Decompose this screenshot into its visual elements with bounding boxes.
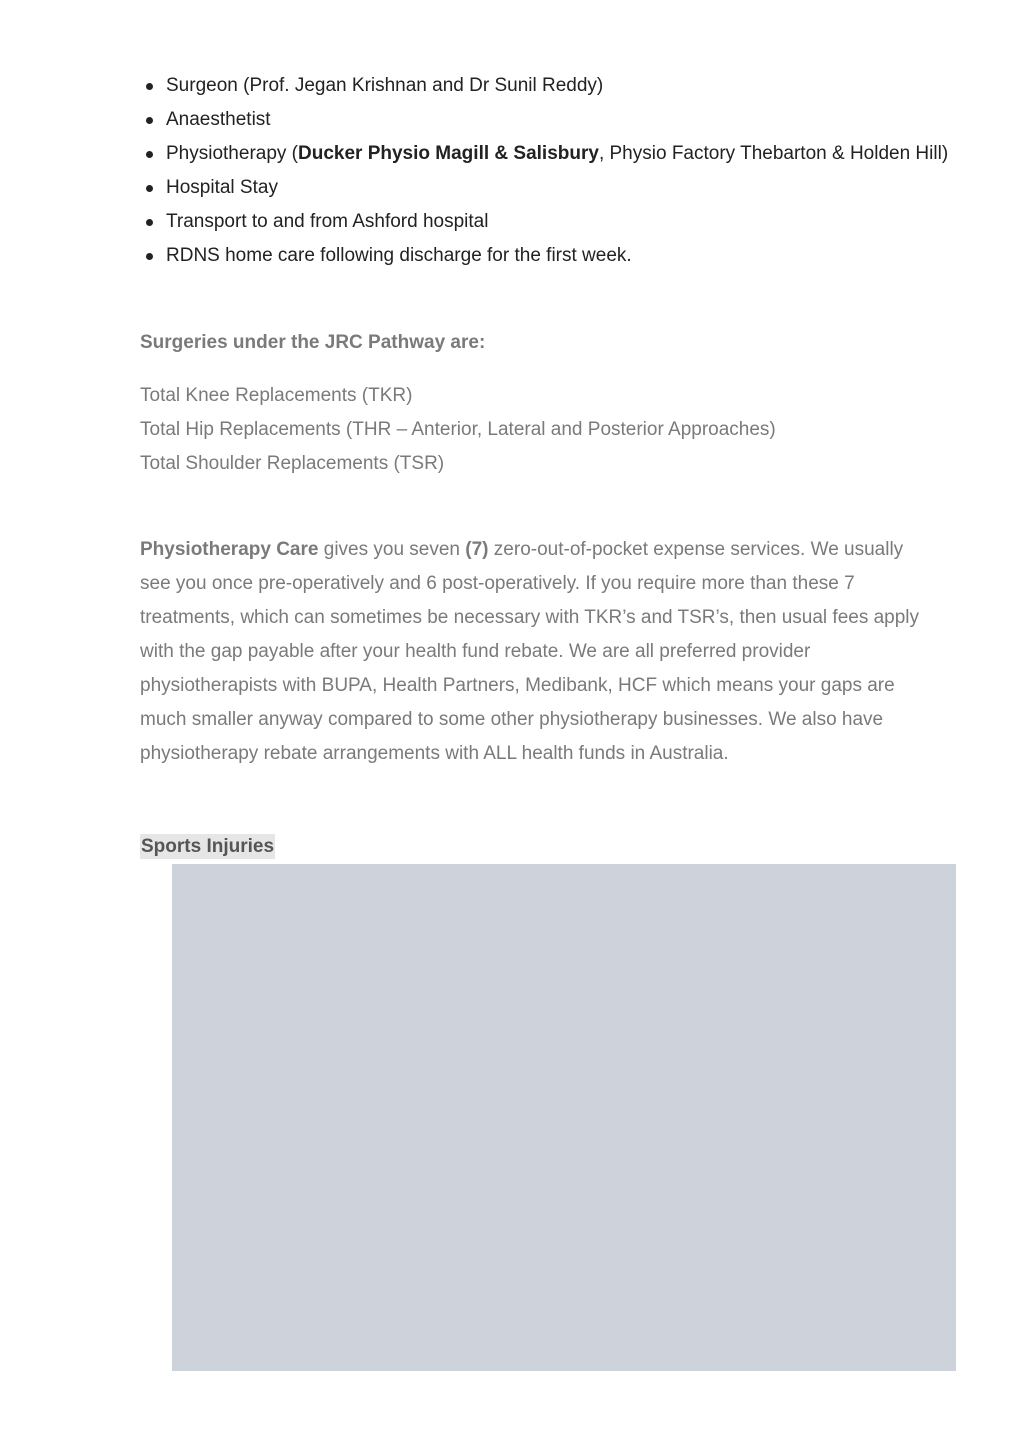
image-placeholder <box>172 864 956 1371</box>
surgery-item: Total Knee Replacements (TKR) <box>140 385 413 406</box>
list-item-text-suffix: , Physio Factory Thebarton & Holden Hill) <box>598 143 949 164</box>
list-item <box>166 205 966 239</box>
bullet-icon <box>146 151 153 158</box>
physio-care-paragraph <box>140 533 930 771</box>
bullet-icon <box>146 117 153 124</box>
sports-injuries-heading: Sports Injuries <box>141 836 275 857</box>
list-item-text: Transport to and from Ashford hospital <box>166 211 489 232</box>
bullet-icon <box>146 83 153 90</box>
surgery-item: Total Shoulder Replacements (TSR) <box>140 453 445 474</box>
surgery-item: Total Hip Replacements (THR – Anterior, Lateral and Posterior Approaches) <box>140 419 776 440</box>
list-item <box>166 137 966 171</box>
list-item-text: RDNS home care following discharge for the first week. <box>166 245 632 266</box>
physio-care-text-1: gives you seven <box>318 539 466 560</box>
list-item <box>166 69 966 103</box>
list-item <box>166 239 966 273</box>
list-item <box>166 171 966 205</box>
surgery-list <box>140 379 776 481</box>
covered-services-list <box>140 69 966 273</box>
bullet-icon <box>146 185 153 192</box>
bullet-icon <box>146 253 153 260</box>
list-item <box>166 103 966 137</box>
physio-care-lead: Physiotherapy Care <box>140 539 319 560</box>
physio-clinic-name: Ducker Physio Magill & Salisbury <box>298 143 599 164</box>
physio-care-count: (7) <box>465 539 489 560</box>
surgeries-heading: Surgeries under the JRC Pathway are: <box>140 332 486 353</box>
list-item-text: Hospital Stay <box>166 177 278 198</box>
physio-care-text-2: zero-out-of-pocket expense services. We usually see you once pre-operatively and 6 post-operatively. If you require more than these 7 treatments, which can sometimes be necessary with TKR’s and TSR’s, then usual fees apply with the gap payable after your health fund rebate. We are all preferred provider physiotherapists with BUPA, Health Partners, Medibank, HCF which means your gaps are much smaller anyway compared to some other physiotherapy businesses. We also have physiotherapy rebate arrangements with ALL health funds in Australia. <box>140 539 920 764</box>
bullet-icon <box>146 219 153 226</box>
list-item-text-prefix: Physiotherapy ( <box>166 143 299 164</box>
list-item-text: Surgeon (Prof. Jegan Krishnan and Dr Sunil Reddy) <box>166 75 604 96</box>
list-item-text: Anaesthetist <box>166 109 271 130</box>
